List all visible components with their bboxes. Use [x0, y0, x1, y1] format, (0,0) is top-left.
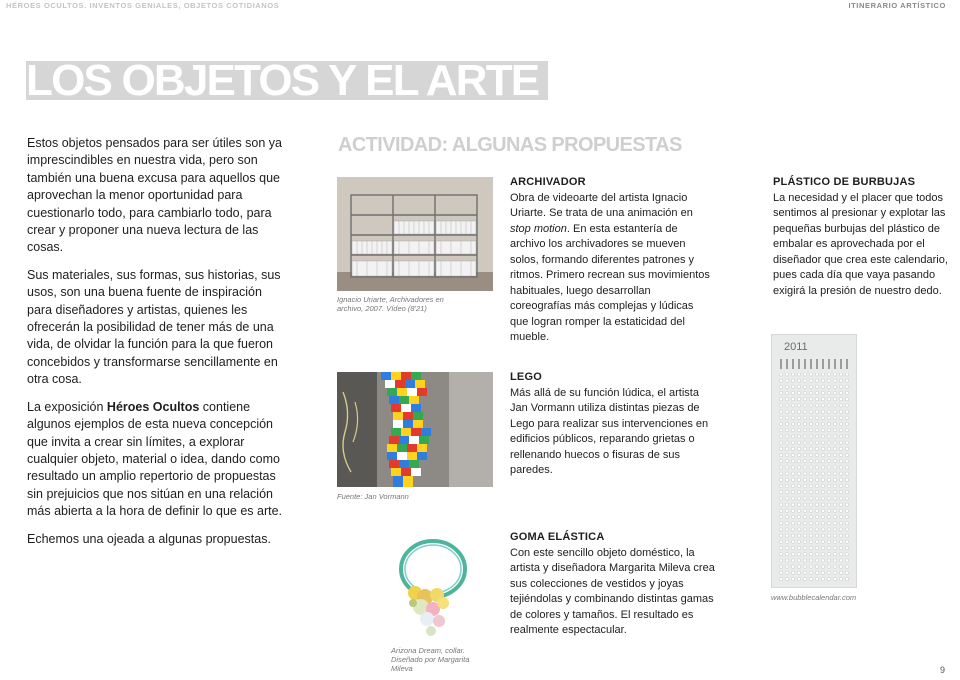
page-title-bar: [26, 61, 548, 100]
lego-entry: [510, 370, 710, 479]
archivador-heading: ARCHIVADOR: [510, 176, 586, 188]
archivador-body-start: Obra de videoarte del artista Ignacio Uriarte. Se trata de una animación en: [510, 191, 693, 219]
archivador-body-italic: stop motion: [510, 222, 567, 235]
calendar-year: 2011: [784, 341, 808, 353]
goma-caption: Arizona Dream, collar. Diseñado por Margarita Mileva: [391, 646, 470, 673]
intro-paragraph-3: [27, 399, 282, 521]
archivador-body-end: . En esta estantería de archivo los archivadores se mueven solos, formando diferentes patrones y ritmos. Primero recrean sus movimientos habituales, luego desarrollan coreografías más complejas y lúdicas que logran romper la estaticidad del mueble.: [510, 222, 710, 343]
intro-p3-before: La exposición: [27, 399, 107, 414]
archivador-body: [510, 191, 710, 346]
activity-title: ACTIVIDAD: ALGUNAS PROPUESTAS: [338, 134, 682, 156]
intro-p3-after: contiene algunos ejemplos de esta nueva concepción que invita a crear sin límites, a explorar cualquier objeto, material o idea, dando como resultado un amplio repertorio de propuestas sin prejuicios que nos sitúan en una relación más abierta a la hora de definir lo que es arte.: [27, 399, 283, 519]
lego-body: Más allá de su función lúdica, el artista Jan Vormann utiliza distintas piezas de Lego para realizar sus intervenciones en edificios públicos, reparando grietas o rellenando huecos o fisuras de sus paredes.: [510, 386, 709, 476]
bubble-grid: [778, 359, 850, 581]
lego-image: [337, 372, 493, 487]
page-number: 9: [939, 665, 945, 675]
running-header-left: HÉROES OCULTOS. INVENTOS GENIALES, OBJETOS COTIDIANOS: [6, 1, 280, 10]
intro-paragraph-2: Sus materiales, sus formas, sus historias, sus usos, son una buena fuente de inspiración para diseñadores y artistas, quienes les ofrecerán la posibilidad de tener más de una vida, de olvidar la función para la que fueron concebidos y transformarse sencillamente en otra cosa.: [27, 267, 281, 387]
intro-text: [27, 135, 282, 558]
bubble-calendar-image: [771, 334, 857, 588]
lego-heading: LEGO: [510, 371, 542, 383]
goma-body: Con este sencillo objeto doméstico, la artista y diseñadora Margarita Mileva crea sus colecciones de vestidos y joyas tejiéndolas y combinando distintas gamas de colores y tamaños. El resultado es realmente espectacular.: [510, 546, 715, 636]
exhibition-name: Héroes Ocultos: [106, 399, 200, 414]
page-title: LOS OBJETOS Y EL ARTE: [26, 61, 539, 100]
archivador-image: [337, 177, 493, 291]
lego-caption: Fuente: Jan Vormann: [337, 492, 409, 501]
archivador-entry: [510, 175, 710, 346]
archivador-caption: Ignacio Uriarte, Archivadores en archivo, 2007. Vídeo (8'21): [337, 295, 444, 313]
plastico-heading: PLÁSTICO DE BURBUJAS: [773, 176, 916, 188]
shelving-image: [337, 177, 493, 291]
goma-image: [391, 533, 475, 643]
necklace-image: [391, 533, 475, 643]
plastico-body: La necesidad y el placer que todos sentimos al presionar y explotar las pequeñas burbujas del plástico de embalar es aprovechada por el diseñador que crea este calendario, pues cada día que vaya pasando exigirá la presión de nuestro dedo.: [773, 191, 948, 297]
lego-wall-image: [337, 372, 493, 487]
intro-paragraph-1: Estos objetos pensados para ser útiles son ya imprescindibles en nuestra vida, pero son también una buena excusa para aquellos que aprovechan la menor oportunidad para cuestionarlo todo, para cambiarlo todo, para crear y proponer una nueva lectura de las cosas.: [27, 136, 283, 255]
plastico-entry: [773, 175, 953, 299]
goma-heading: GOMA ELÁSTICA: [510, 531, 605, 543]
intro-paragraph-4: Echemos una ojeada a algunas propuestas.: [27, 531, 271, 546]
goma-entry: [510, 530, 715, 639]
running-header-right: ITINERARIO ARTÍSTICO: [848, 1, 946, 10]
plastico-caption: www.bubblecalendar.com: [771, 593, 857, 602]
